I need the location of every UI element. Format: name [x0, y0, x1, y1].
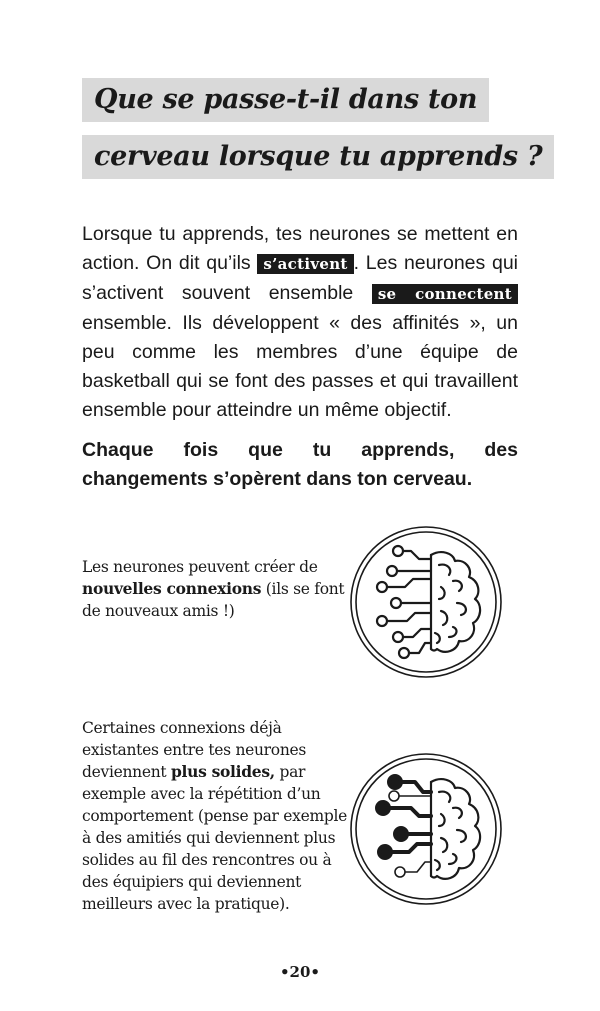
page-number: •20•	[279, 963, 321, 981]
emphasis-paragraph: Chaque fois que tu apprends, des changements s’opèrent dans ton cerveau.	[82, 439, 518, 490]
title-line-1: Que se passe-t-il dans ton	[82, 78, 489, 122]
intro-text-2: . Les neurones qui s’activent souvent ensemble	[82, 252, 518, 304]
caption2-text-a: Certaines connexions déjà existantes entre tes neurones deviennent	[82, 719, 307, 781]
caption-new-connections	[82, 556, 352, 622]
intro-paragraph	[82, 220, 518, 425]
brain-stronger-connections-icon	[349, 752, 503, 906]
intro-text-3: ensemble. Ils développent « des affinités », un peu comme les membres d’une équipe de basketball qui se font des passes et qui travaillent ensemble pour atteindre un même objectif.	[82, 312, 518, 421]
intro-text-1: Lorsque tu apprends, tes neurones se mettent en action. On dit qu’ils	[82, 223, 518, 274]
caption1-text-a: Les neurones peuvent créer de	[82, 558, 318, 576]
caption1-bold: nouvelles connexions	[82, 579, 262, 598]
caption2-text-b: par exemple avec la répétition d’un comportement (pense par exemple à des amitiés qui deviennent plus solides au fil des rencontres ou à des équipiers qui deviennent meilleurs avec la pratique).	[82, 763, 348, 913]
title-line-2: cerveau lorsque tu apprends ?	[82, 135, 554, 179]
highlight-sactivent: s’activent	[257, 254, 353, 274]
caption-stronger-connections	[82, 717, 352, 915]
highlight-se-connectent: se connectent	[372, 284, 518, 304]
brain-neuron-connections-icon	[349, 525, 503, 679]
caption2-bold: plus solides,	[170, 762, 275, 781]
caption1-text-b: (ils se font de nouveaux amis !)	[82, 580, 345, 620]
